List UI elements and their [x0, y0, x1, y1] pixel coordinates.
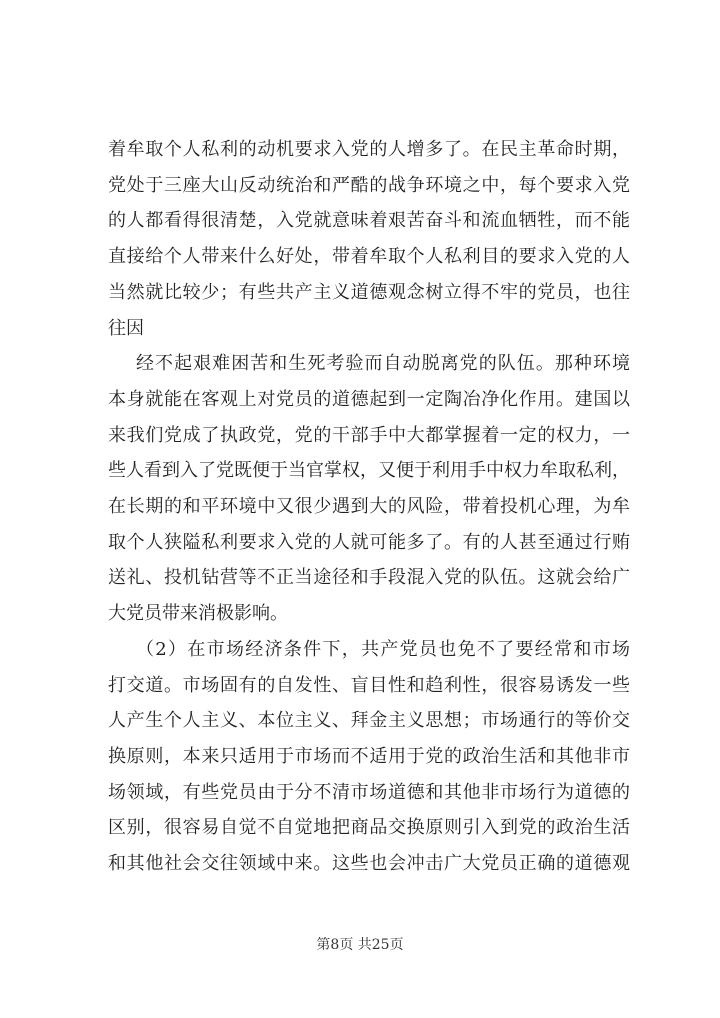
text-line: 打交道。市场固有的自发性、盲目性和趋利性，很容易诱发一些	[108, 674, 630, 696]
text-line: 换原则，本来只适用于市场而不适用于党的政治生活和其他非市	[108, 745, 630, 767]
text-line: 人产生个人主义、本位主义、拜金主义思想；市场通行的等价交	[108, 710, 630, 732]
text-line: （2）在市场经济条件下，共产党员也免不了要经常和市场	[136, 638, 630, 660]
text-line: 着牟取个人私利的动机要求入党的人增多了。在民主革命时期，	[108, 139, 630, 160]
page-number-footer: 第8页 共25页	[316, 937, 404, 953]
text-line: 些人看到入了党既便于当官掌权，又便于利用手中权力牟取私利，	[108, 460, 630, 482]
text-line: 党处于三座大山反动统治和严酷的战争环境之中，每个要求入党	[108, 174, 630, 196]
text-line: 在长期的和平环境中又很少遇到大的风险，带着投机心理，为牟	[108, 496, 630, 517]
text-line: 往因	[108, 317, 144, 339]
text-line: 送礼、投机钻营等不正当途径和手段混入党的队伍。这就会给广	[108, 567, 630, 589]
text-line: 当然就比较少；有些共产主义道德观念树立得不牢的党员，也往	[108, 281, 630, 303]
text-line: 场领域，有些党员由于分不清市场道德和其他非市场行为道德的	[108, 781, 630, 803]
text-line: 经不起艰难困苦和生死考验而自动脱离党的队伍。那种环境	[136, 353, 630, 375]
text-line: 区别，很容易自觉不自觉地把商品交换原则引入到党的政治生活	[108, 817, 630, 839]
text-line: 大党员带来消极影响。	[108, 603, 288, 625]
text-line: 和其他社会交往领域中来。这些也会冲击广大党员正确的道德观	[108, 853, 630, 874]
text-line: 的人都看得很清楚，入党就意味着艰苦奋斗和流血牺牲，而不能	[108, 210, 630, 232]
text-line: 取个人狭隘私利要求入党的人就可能多了。有的人甚至通过行贿	[108, 531, 630, 553]
text-line: 本身就能在客观上对党员的道德起到一定陶冶净化作用。建国以	[108, 388, 630, 410]
text-line: 直接给个人带来什么好处，带着牟取个人私利目的要求入党的人	[108, 246, 630, 268]
text-line: 来我们党成了执政党，党的干部手中大都掌握着一定的权力，一	[108, 424, 630, 446]
